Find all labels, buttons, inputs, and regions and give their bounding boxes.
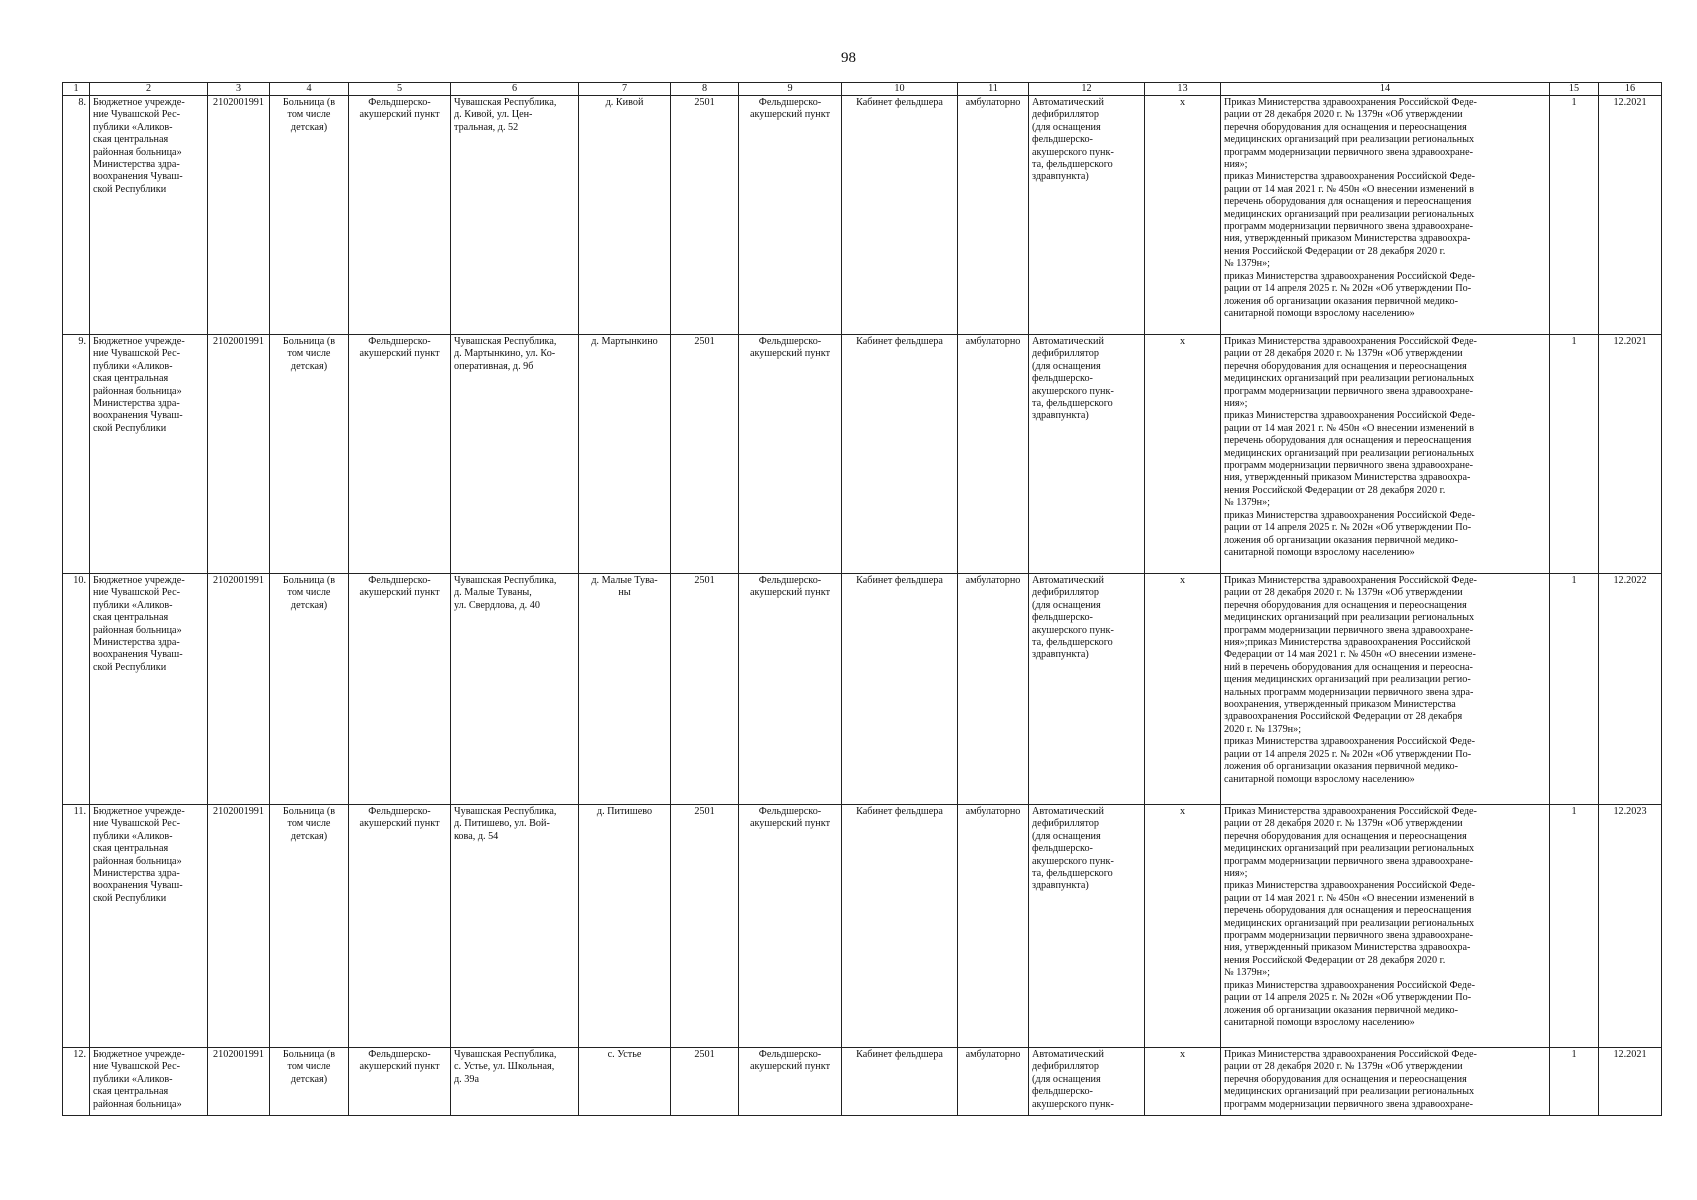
equipment-name: Автоматический дефибриллятор (для оснащения фельдшерско- акушерского пунк- та, фельдшерского здравпункта) — [1032, 575, 1114, 661]
column-header: 10 — [842, 83, 958, 96]
subunit: Фельдшерско- акушерский пункт — [749, 1049, 831, 1073]
locality: д. Кивой — [605, 97, 644, 108]
legal-basis: Приказ Министерства здравоохранения Российской Феде- рации от 28 декабря 2020 г. № 1379н «Об утверждении перечня оборудования для оснащения и переоснащения медицинских организаций при реализации региональных программ модернизации первичного звена здравоохране- ния»;приказ Министерства здравоохранения Российской Федерации от 14 мая 2021 г. № 450н «О внесении измене- ний в перечень оборудования для оснащения и переосна- щения медицинских организаций при реализации регио- нальных программ модернизации первичного звена здра- воохранения, утвержденный приказом Министерства здравоохранения Российской Федерации от 28 декабря 2020 г. № 1379н»; приказ Министерства здравоохранения Российской Феде- рации от 14 апреля 2025 г. № 202н «Об утверждении По- ложения об организации оказания первичной медико- санитарной помощи взрослому населению» — [1224, 575, 1477, 785]
inn-code: 2102001991 — [213, 806, 264, 817]
table-row — [63, 96, 1662, 335]
date: 12.2023 — [1613, 806, 1647, 817]
legal-basis: Приказ Министерства здравоохранения Российской Феде- рации от 28 декабря 2020 г. № 1379н «Об утверждении перечня оборудования для оснащения и переоснащения медицинских организаций при реализации региональных программ модернизации первичного звена здравоохране- ния»; приказ Министерства здравоохранения Российской Феде- рации от 14 мая 2021 г. № 450н «О внесении изменений в перечень оборудования для оснащения и переоснащения медицинских организаций при реализации региональных программ модернизации первичного звена здравоохране- ния, утвержденный приказом Министерства здравоохра- нения Российской Федерации от 28 декабря 2020 г. № 1379н»; приказ Министерства здравоохранения Российской Феде- рации от 14 апреля 2025 г. № 202н «Об утверждении По- ложения об организации оказания первичной медико- санитарной помощи взрослому населению» — [1224, 336, 1477, 558]
subunit: Фельдшерско- акушерский пункт — [749, 575, 831, 599]
inn-code: 2102001991 — [213, 1049, 264, 1060]
room: Кабинет фельдшера — [856, 336, 943, 347]
care-mode: амбулаторно — [965, 336, 1021, 347]
address: Чувашская Республика, д. Питишево, ул. Вой- кова, д. 54 — [454, 806, 557, 842]
address: Чувашская Республика, д. Мартынкино, ул. Ко- оперативная, д. 9б — [454, 336, 557, 372]
row-number: 10. — [73, 575, 86, 586]
locality: д. Малые Тува- ны — [591, 575, 658, 599]
locality: д. Питишево — [596, 806, 653, 817]
unit-code: 2501 — [694, 336, 715, 347]
care-mode: амбулаторно — [965, 97, 1021, 108]
organization-name: Бюджетное учрежде- ние Чувашской Рес- публики «Аликов- ская центральная районная больница» Министерства здра- воохранения Чуваш- ской Республики — [93, 336, 185, 434]
subunit: Фельдшерско- акушерский пункт — [749, 336, 831, 360]
unit-code: 2501 — [694, 806, 715, 817]
structural-unit: Фельдшерско- акушерский пункт — [359, 806, 440, 830]
structural-unit: Фельдшерско- акушерский пункт — [359, 336, 440, 360]
equipment-name: Автоматический дефибриллятор (для оснащения фельдшерско- акушерского пунк- — [1032, 1049, 1114, 1110]
organization-type: Больница (в том числе детская) — [282, 1049, 336, 1085]
legal-basis: Приказ Министерства здравоохранения Российской Феде- рации от 28 декабря 2020 г. № 1379н «Об утверждении перечня оборудования для оснащения и переоснащения медицинских организаций при реализации региональных программ модернизации первичного звена здравоохране- ния»; приказ Министерства здравоохранения Российской Феде- рации от 14 мая 2021 г. № 450н «О внесении изменений в перечень оборудования для оснащения и переоснащения медицинских организаций при реализации региональных программ модернизации первичного звена здравоохране- ния, утвержденный приказом Министерства здравоохра- нения Российской Федерации от 28 декабря 2020 г. № 1379н»; приказ Министерства здравоохранения Российской Феде- рации от 14 апреля 2025 г. № 202н «Об утверждении По- ложения об организации оказания первичной медико- санитарной помощи взрослому населению» — [1224, 806, 1477, 1028]
organization-type: Больница (в том числе детская) — [282, 336, 336, 372]
quantity: 1 — [1571, 575, 1577, 586]
organization-type: Больница (в том числе детская) — [282, 97, 336, 133]
date: 12.2022 — [1613, 575, 1647, 586]
care-mode: амбулаторно — [965, 575, 1021, 586]
subunit: Фельдшерско- акушерский пункт — [749, 97, 831, 121]
table-row — [63, 805, 1662, 1048]
organization-name: Бюджетное учрежде- ние Чувашской Рес- публики «Аликов- ская центральная районная больница» Министерства здра- воохранения Чуваш- ской Республики — [93, 575, 185, 673]
organization-name: Бюджетное учрежде- ние Чувашской Рес- публики «Аликов- ская центральная районная больница» — [93, 1049, 185, 1110]
table-row — [63, 335, 1662, 574]
room: Кабинет фельдшера — [856, 1049, 943, 1060]
column-header: 3 — [208, 83, 270, 96]
structural-unit: Фельдшерско- акушерский пункт — [359, 575, 440, 599]
table-row — [63, 1048, 1662, 1116]
quantity: 1 — [1571, 806, 1577, 817]
locality: д. Мартынкино — [591, 336, 658, 347]
column-13-value: х — [1179, 1049, 1186, 1060]
equipment-name: Автоматический дефибриллятор (для оснащения фельдшерско- акушерского пунк- та, фельдшерского здравпункта) — [1032, 806, 1114, 892]
table-row — [63, 574, 1662, 805]
subunit: Фельдшерско- акушерский пункт — [749, 806, 831, 830]
column-number-row — [63, 83, 1662, 96]
quantity: 1 — [1571, 1049, 1577, 1060]
inn-code: 2102001991 — [213, 575, 264, 586]
room: Кабинет фельдшера — [856, 806, 943, 817]
care-mode: амбулаторно — [965, 806, 1021, 817]
column-13-value: х — [1179, 575, 1186, 586]
column-header: 12 — [1029, 83, 1145, 96]
unit-code: 2501 — [694, 1049, 715, 1060]
address: Чувашская Республика, д. Малые Туваны, ул. Свердлова, д. 40 — [454, 575, 557, 611]
organization-type: Больница (в том числе детская) — [282, 806, 336, 842]
inn-code: 2102001991 — [213, 97, 264, 108]
page-number: 98 — [841, 50, 856, 66]
organization-name: Бюджетное учрежде- ние Чувашской Рес- публики «Аликов- ская центральная районная больница» Министерства здра- воохранения Чуваш- ской Республики — [93, 97, 185, 195]
column-header: 16 — [1599, 83, 1662, 96]
row-number: 9. — [78, 336, 86, 347]
column-header: 7 — [579, 83, 671, 96]
column-header: 5 — [349, 83, 451, 96]
legal-basis: Приказ Министерства здравоохранения Российской Феде- рации от 28 декабря 2020 г. № 1379н «Об утверждении перечня оборудования для оснащения и переоснащения медицинских организаций при реализации региональных программ модернизации первичного звена здравоохране- — [1224, 1049, 1477, 1110]
quantity: 1 — [1571, 336, 1577, 347]
address: Чувашская Республика, с. Устье, ул. Школьная, д. 39а — [454, 1049, 557, 1085]
equipment-name: Автоматический дефибриллятор (для оснащения фельдшерско- акушерского пунк- та, фельдшерского здравпункта) — [1032, 97, 1114, 183]
column-header: 14 — [1221, 83, 1550, 96]
date: 12.2021 — [1613, 1049, 1647, 1060]
column-13-value: х — [1179, 806, 1186, 817]
structural-unit: Фельдшерско- акушерский пункт — [359, 97, 440, 121]
date: 12.2021 — [1613, 97, 1647, 108]
row-number: 11. — [73, 806, 86, 817]
quantity: 1 — [1571, 97, 1577, 108]
column-header: 4 — [270, 83, 349, 96]
column-header: 2 — [90, 83, 208, 96]
address: Чувашская Республика, д. Кивой, ул. Цен- тральная, д. 52 — [454, 97, 557, 133]
care-mode: амбулаторно — [965, 1049, 1021, 1060]
room: Кабинет фельдшера — [856, 97, 943, 108]
equipment-name: Автоматический дефибриллятор (для оснащения фельдшерско- акушерского пунк- та, фельдшерского здравпункта) — [1032, 336, 1114, 422]
unit-code: 2501 — [694, 575, 715, 586]
column-header: 9 — [739, 83, 842, 96]
row-number: 12. — [73, 1049, 86, 1060]
organization-name: Бюджетное учрежде- ние Чувашской Рес- публики «Аликов- ская центральная районная больница» Министерства здра- воохранения Чуваш- ской Республики — [93, 806, 185, 904]
room: Кабинет фельдшера — [856, 575, 943, 586]
row-number: 8. — [78, 97, 86, 108]
column-header: 11 — [958, 83, 1029, 96]
structural-unit: Фельдшерско- акушерский пункт — [359, 1049, 440, 1073]
column-header: 13 — [1145, 83, 1221, 96]
column-13-value: х — [1179, 336, 1186, 347]
unit-code: 2501 — [694, 97, 715, 108]
column-header: 1 — [63, 83, 90, 96]
column-header: 8 — [671, 83, 739, 96]
date: 12.2021 — [1613, 336, 1647, 347]
legal-basis: Приказ Министерства здравоохранения Российской Феде- рации от 28 декабря 2020 г. № 1379н «Об утверждении перечня оборудования для оснащения и переоснащения медицинских организаций при реализации региональных программ модернизации первичного звена здравоохране- ния»; приказ Министерства здравоохранения Российской Феде- рации от 14 мая 2021 г. № 450н «О внесении изменений в перечень оборудования для оснащения и переоснащения медицинских организаций при реализации региональных программ модернизации первичного звена здравоохране- ния, утвержденный приказом Министерства здравоохра- нения Российской Федерации от 28 декабря 2020 г. № 1379н»; приказ Министерства здравоохранения Российской Феде- рации от 14 апреля 2025 г. № 202н «Об утверждении По- ложения об организации оказания первичной медико- санитарной помощи взрослому населению» — [1224, 97, 1477, 319]
equipment-table — [62, 82, 1662, 1116]
column-13-value: х — [1179, 97, 1186, 108]
locality: с. Устье — [607, 1049, 642, 1060]
column-header: 6 — [451, 83, 579, 96]
inn-code: 2102001991 — [213, 336, 264, 347]
column-header: 15 — [1550, 83, 1599, 96]
organization-type: Больница (в том числе детская) — [282, 575, 336, 611]
